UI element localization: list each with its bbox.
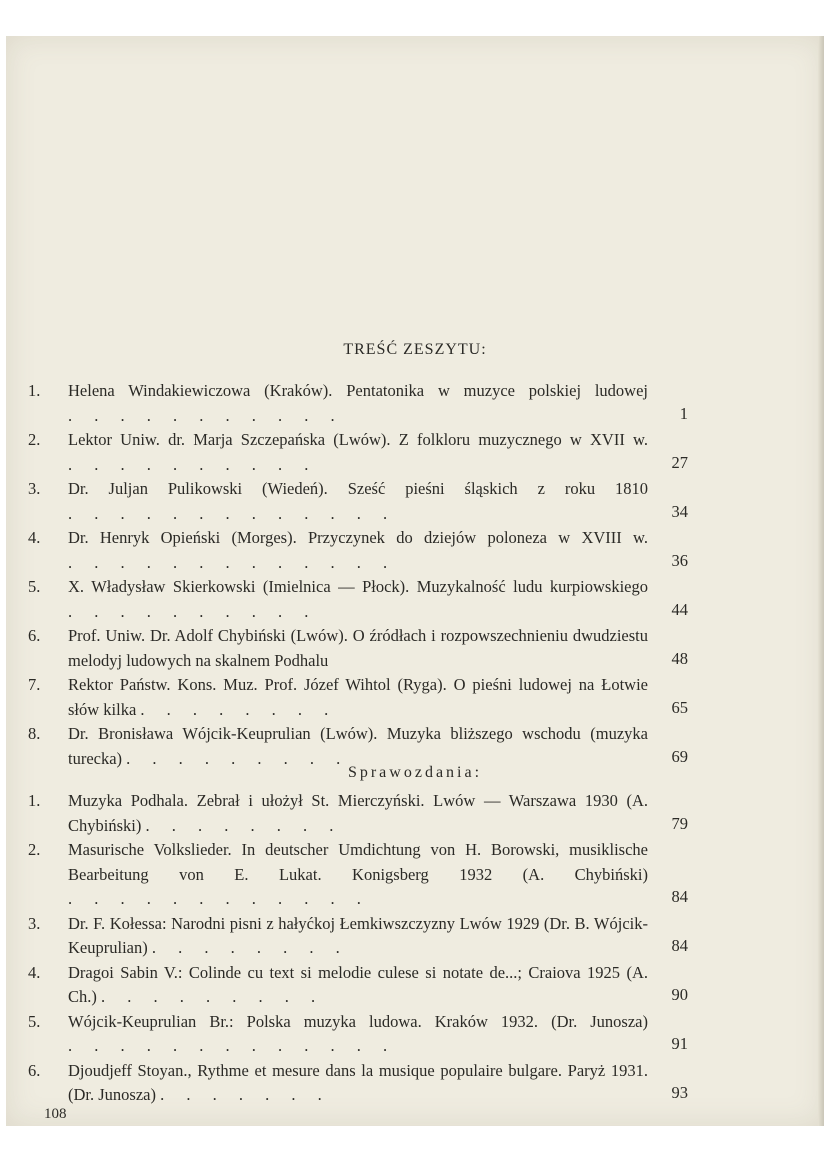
entry-number: 6.	[28, 1060, 41, 1080]
entry-number: 4.	[28, 528, 41, 547]
entry-title: Helena Windakiewiczowa (Kraków). Pentatonika w muzyce polskiej ludowej	[68, 381, 648, 400]
entry-title: Rektor Państw. Kons. Muz. Prof. Józef Wihtol (Ryga). O pieśni ludowej na Łotwie słów kilka	[68, 675, 648, 719]
entry-number: 8.	[28, 724, 41, 743]
entry-number: 5.	[28, 1011, 41, 1031]
leader-dots: . . . . . . . . . . . .	[68, 889, 370, 908]
entry-number: 7.	[28, 675, 41, 694]
entry-title: Muzyka Podhala. Zebrał i ułożył St. Mierczyński. Lwów — Warszawa 1930 (A. Chybiński)	[68, 791, 648, 835]
leader-dots: . . . . . . . .	[140, 699, 338, 719]
page-number: 108	[44, 1106, 67, 1122]
entry-title: Dr. Henryk Opieński (Morges). Przyczynek do dziejów poloneza w XVIII w.	[68, 528, 648, 547]
entry-title: Djoudjeff Stoyan., Rythme et mesure dans la musique populaire bulgare. Paryż 1931. (Dr. Junosza)	[68, 1060, 648, 1104]
report-entry	[28, 1010, 688, 1059]
toc-entry	[28, 379, 688, 428]
toc-entry	[28, 673, 688, 722]
entry-page: 27	[671, 452, 688, 472]
toc-title: TREŚĆ ZESZYTU:	[343, 341, 487, 358]
entry-title: Lektor Uniw. dr. Marja Szczepańska (Lwów). Z folkloru muzycznego w XVII w.	[68, 430, 648, 449]
report-entry	[28, 912, 688, 961]
entry-number: 2.	[28, 840, 41, 859]
leader-dots: . . . . . . . . . . . . .	[68, 1036, 397, 1055]
scanned-page	[6, 36, 824, 1126]
report-entry	[28, 1059, 688, 1108]
entry-page: 93	[671, 1083, 688, 1102]
entry-number: 5.	[28, 577, 41, 596]
leader-dots: . . . . . . . . . . .	[68, 405, 344, 425]
entry-page: 79	[671, 813, 688, 833]
leader-dots: . . . . . . . . .	[126, 748, 350, 768]
leader-dots: . . . . . . . . . . . . .	[68, 503, 397, 523]
entry-page: 69	[671, 746, 688, 766]
entry-number: 3.	[28, 913, 41, 933]
entry-title: Prof. Uniw. Dr. Adolf Chybiński (Lwów). O źródłach i rozpowszechnieniu dwudziestu melodyj ludowych na skalnem Podhalu	[68, 626, 648, 670]
reports-list	[28, 789, 688, 1108]
report-entry	[28, 789, 688, 838]
leader-dots: . . . . . . . . . .	[68, 454, 318, 474]
entry-page: 84	[671, 887, 688, 906]
toc-entry	[28, 575, 688, 624]
toc-entry	[28, 428, 688, 477]
entry-number: 2.	[28, 430, 41, 449]
entry-title: Masurische Volkslieder. In deutscher Umdichtung von H. Borowski, musiklische Bearbeitung von E. Lukat. Konigsberg 1932 (A. Chybiński)	[68, 840, 648, 884]
entry-title: Dr. Juljan Pulikowski (Wiedeń). Sześć pieśni śląskich z roku 1810	[68, 479, 648, 498]
entry-page: 48	[671, 648, 688, 668]
entry-number: 1.	[28, 791, 41, 810]
entry-title: X. Władysław Skierkowski (Imielnica — Płock). Muzykalność ludu kurpiowskiego	[68, 577, 648, 596]
report-entry	[28, 961, 688, 1010]
leader-dots: . . . . . . . .	[145, 815, 343, 835]
report-entry	[28, 838, 688, 912]
entry-page: 65	[671, 697, 688, 717]
leader-dots: . . . . . . . . . .	[68, 601, 318, 621]
toc-entry	[28, 526, 688, 575]
leader-dots: . . . . . . . . .	[101, 987, 325, 1006]
entry-number: 6.	[28, 626, 41, 645]
entry-page: 36	[671, 550, 688, 570]
entry-number: 1.	[28, 381, 41, 400]
entry-page: 84	[671, 936, 688, 955]
leader-dots: . . . . . . . . . . . . .	[68, 552, 397, 572]
entry-page: 44	[671, 599, 688, 619]
entry-page: 91	[671, 1034, 688, 1053]
leader-dots: . . . . . . .	[160, 1085, 331, 1104]
reports-title: Sprawozdania:	[347, 764, 483, 781]
toc-entry	[28, 624, 688, 673]
toc-entry	[28, 477, 688, 526]
entry-title: Dr. Bronisława Wójcik-Keuprulian (Lwów). Muzyka bliższego wschodu (muzyka turecka)	[68, 724, 648, 768]
entry-title: Dragoi Sabin V.: Colinde cu text si melodie culese si notate de...; Craiova 1925 (A. Ch.)	[68, 962, 648, 1006]
article-list	[28, 379, 688, 771]
entry-page: 1	[679, 403, 688, 423]
entry-page: 34	[671, 501, 688, 521]
entry-title: Dr. F. Kołessa: Narodni pisni z hałyćkoj Łemkiwszczyzny Lwów 1929 (Dr. B. Wójcik-Keuprulian)	[68, 913, 648, 957]
entry-title: Wójcik-Keuprulian Br.: Polska muzyka ludowa. Kraków 1932. (Dr. Junosza)	[68, 1011, 648, 1031]
entry-page: 90	[671, 985, 688, 1004]
leader-dots: . . . . . . . .	[151, 938, 349, 957]
entry-number: 4.	[28, 962, 41, 982]
entry-number: 3.	[28, 479, 41, 498]
